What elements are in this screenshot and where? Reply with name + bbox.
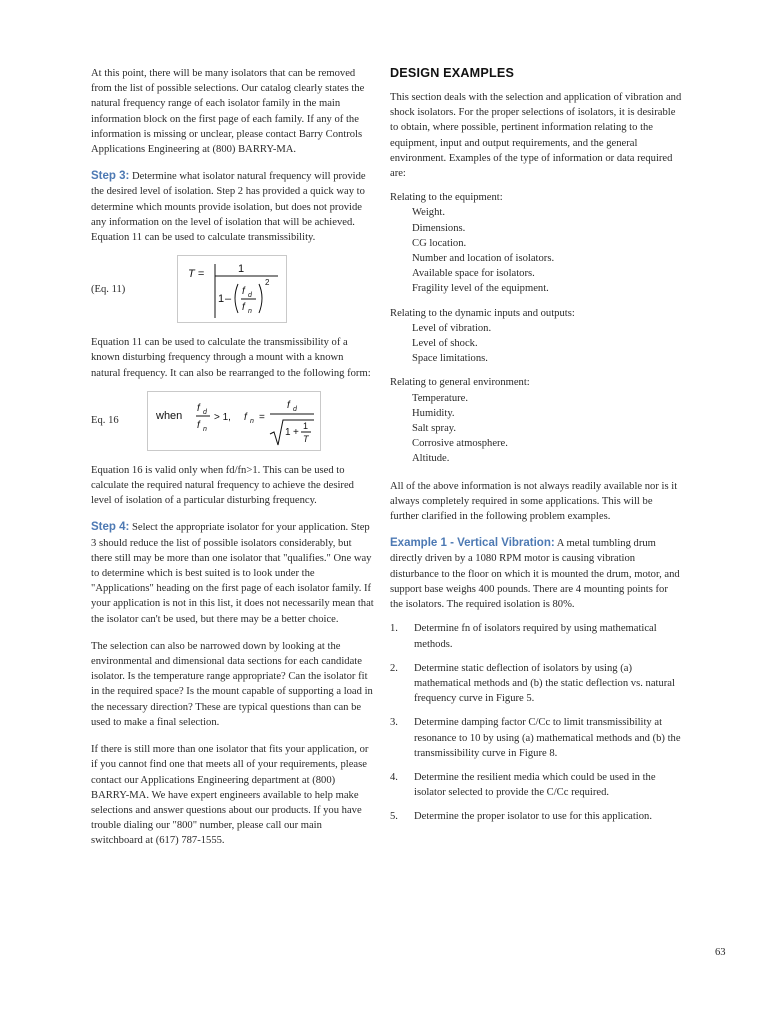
numbered-step — [390, 661, 682, 707]
dynamic-group — [390, 306, 682, 367]
step4-paragraph — [91, 520, 375, 626]
left-column — [91, 66, 375, 849]
equation-16-label: Eq. 16 — [91, 415, 119, 427]
list-item: Humidity. — [412, 407, 455, 419]
eq16-plus: + — [293, 426, 299, 438]
eq11-one: 1 — [218, 293, 225, 306]
numbered-step — [390, 809, 682, 824]
example-steps-list — [390, 621, 682, 824]
selection-paragraph: The selection can also be narrowed down by looking at the environmental and dimensional data sections for each candidate isolator. Is the temperature range appropriate? Can the isolator fit in the required space? Is the mount capable of supporting a load in the necessary direction? These are typical questions than can be used to make a final selection. — [91, 640, 373, 728]
step-number: 4. — [390, 771, 398, 783]
eq16-when: when — [156, 409, 183, 422]
step-number: 2. — [390, 662, 398, 674]
step4-label: Step 4: — [91, 521, 130, 534]
environment-group — [390, 375, 682, 466]
design-intro-paragraph: This section deals with the selection and application of vibration and shock isolators. For the proper selections of isolators, it is desirable to obtain, where possible, pertinent information relating to the equipment, input and output requirements, and the general environment. Examples of the type of information or data required are: — [390, 92, 682, 180]
eq16-equals: = — [259, 411, 265, 423]
list-item: Salt spray. — [412, 423, 457, 435]
eq16-fd-sub: d — [203, 408, 207, 416]
list-item: Available space for isolators. — [412, 268, 535, 280]
equation-11-description: Equation 11 can be used to calculate the transmissibility of a known disturbing frequency through a mount with a known natural frequency. It can also be rearranged to the following form: — [91, 337, 371, 379]
step3-paragraph — [91, 169, 375, 245]
right-column — [390, 66, 682, 834]
step-text: Determine damping factor C/Cc to limit transmissibility at resonance to 10 by using (a) mathematical methods and (b) the transmissibility curve in Figure 8. — [414, 717, 681, 759]
list-item: Weight. — [412, 207, 445, 219]
step-number: 5. — [390, 811, 398, 823]
step-number: 3. — [390, 717, 398, 729]
equation-11-row — [91, 255, 375, 323]
numbered-step — [390, 621, 682, 651]
list-item: Number and location of isolators. — [412, 253, 555, 265]
list-item: Altitude. — [412, 453, 450, 465]
group-title: Relating to the equipment: — [390, 192, 503, 204]
list-item: Level of vibration. — [412, 322, 492, 334]
eq16-fn-lhs: f — [244, 411, 247, 423]
list-item: Dimensions. — [412, 222, 466, 234]
page-number: 63 — [715, 947, 726, 958]
numbered-step — [390, 770, 682, 800]
eq16-fd: f — [197, 402, 200, 414]
example-label: Example 1 - Vertical Vibration: — [390, 537, 555, 550]
group-title: Relating to general environment: — [390, 377, 530, 389]
eq11-fd: f — [242, 286, 245, 298]
eq16-fn: f — [197, 419, 200, 431]
step-text: Determine the proper isolator to use for this application. — [414, 811, 652, 823]
eq11-numerator: 1 — [238, 263, 245, 276]
section-heading: DESIGN EXAMPLES — [390, 66, 515, 80]
eq11-fn-sub: n — [248, 308, 252, 316]
equation-16-row — [91, 391, 375, 451]
equation-16 — [147, 391, 321, 451]
list-item: Corrosive atmosphere. — [412, 438, 508, 450]
list-item: Space limitations. — [412, 353, 488, 365]
list-item: CG location. — [412, 237, 467, 249]
eq16-inv-den: T — [303, 433, 309, 444]
step4-text: Select the appropriate isolator for your application. Step 3 should reduce the list of possible isolators considerably, but there still may be more than one isolator that "qualifies." One way to determine which is best suited is to look under the "Applications" heading on the first page of each isolator family. If your application is not in this list, it does not necessarily mean that the isolator can't be used, but there may be a better choice. — [91, 522, 374, 625]
equation-16-description: Equation 16 is valid only when fd/fn>1. This can be used to calculate the required natural frequency to achieve the desired level of isolation of a particular disturbing frequency. — [91, 464, 354, 507]
group-title: Relating to the dynamic inputs and outputs: — [390, 307, 575, 319]
equation-11 — [177, 255, 287, 323]
eq16-fd-rhs-sub: d — [293, 405, 297, 413]
equipment-group — [390, 190, 682, 296]
step3-text: Determine what isolator natural frequency will provide the desired level of isolation. Step 2 has provided a quick way to determine which mounts provide isolation, but does not provide any information on the level of isolation that will be achieved. Equation 11 can be used to calculate transmissibility. — [91, 171, 366, 244]
intro-paragraph: At this point, there will be many isolators that can be removed from the list of possible selections. Our catalog clearly states the natural frequency range of each isolator family in the main information block on the first page of each family. If any of the information is missing or unclear, please contact Barry Controls Applications Engineering at (800) BARRY-MA. — [91, 68, 365, 156]
eq11-minus: – — [225, 293, 232, 306]
step-text: Determine the resilient media which could be used in the isolator selected to provide the C/Cc required. — [414, 771, 656, 799]
eq11-lhs: T = — [188, 268, 205, 281]
eq11-fd-sub: d — [248, 292, 252, 300]
example-paragraph — [390, 536, 682, 612]
eq16-inv-num: 1 — [303, 420, 309, 431]
step-text: Determine fn of isolators required by using mathematical methods. — [414, 623, 657, 650]
numbered-step — [390, 715, 682, 761]
eq16-fn-lhs-sub: n — [250, 417, 254, 425]
contact-paragraph: If there is still more than one isolator that fits your application, or if you cannot find one that meets all of your requirements, please contact our Applications Engineering department at (800) BARRY-MA. We have expert engineers available to help make selections and answer questions about our products. If you have trouble dialing our "800" number, please call our main switchboard at (617) 787-1555. — [91, 744, 369, 847]
list-item: Temperature. — [412, 392, 469, 404]
eq16-fn-sub: n — [203, 425, 207, 433]
step-text: Determine static deflection of isolators by using (a) mathematical methods and (b) the static deflection vs. natural frequency curve in Figure 5. — [414, 662, 675, 705]
eq16-one: 1 — [285, 426, 291, 438]
step3-label: Step 3: — [91, 170, 130, 183]
eq11-fn: f — [242, 302, 245, 314]
list-item: Fragility level of the equipment. — [412, 283, 549, 295]
eq16-gt: > 1, — [214, 411, 231, 423]
example-text: A metal tumbling drum directly driven by a 1080 RPM motor is causing vibration disturbance to the floor on which it is mounted the drum, motor, and support base weighs 400 pounds. There are 4 mounting points for the isolators. The required isolation is 80%. — [390, 538, 680, 611]
eq11-exponent: 2 — [265, 278, 270, 288]
equation-11-label: (Eq. 11) — [91, 283, 126, 295]
eq16-fd-rhs: f — [287, 399, 290, 411]
list-item: Level of shock. — [412, 338, 478, 350]
step-number: 1. — [390, 623, 398, 635]
summary-paragraph: All of the above information is not always readily available nor is it always completely required in some applications. This will be further clarified in the following problem examples. — [390, 480, 678, 523]
